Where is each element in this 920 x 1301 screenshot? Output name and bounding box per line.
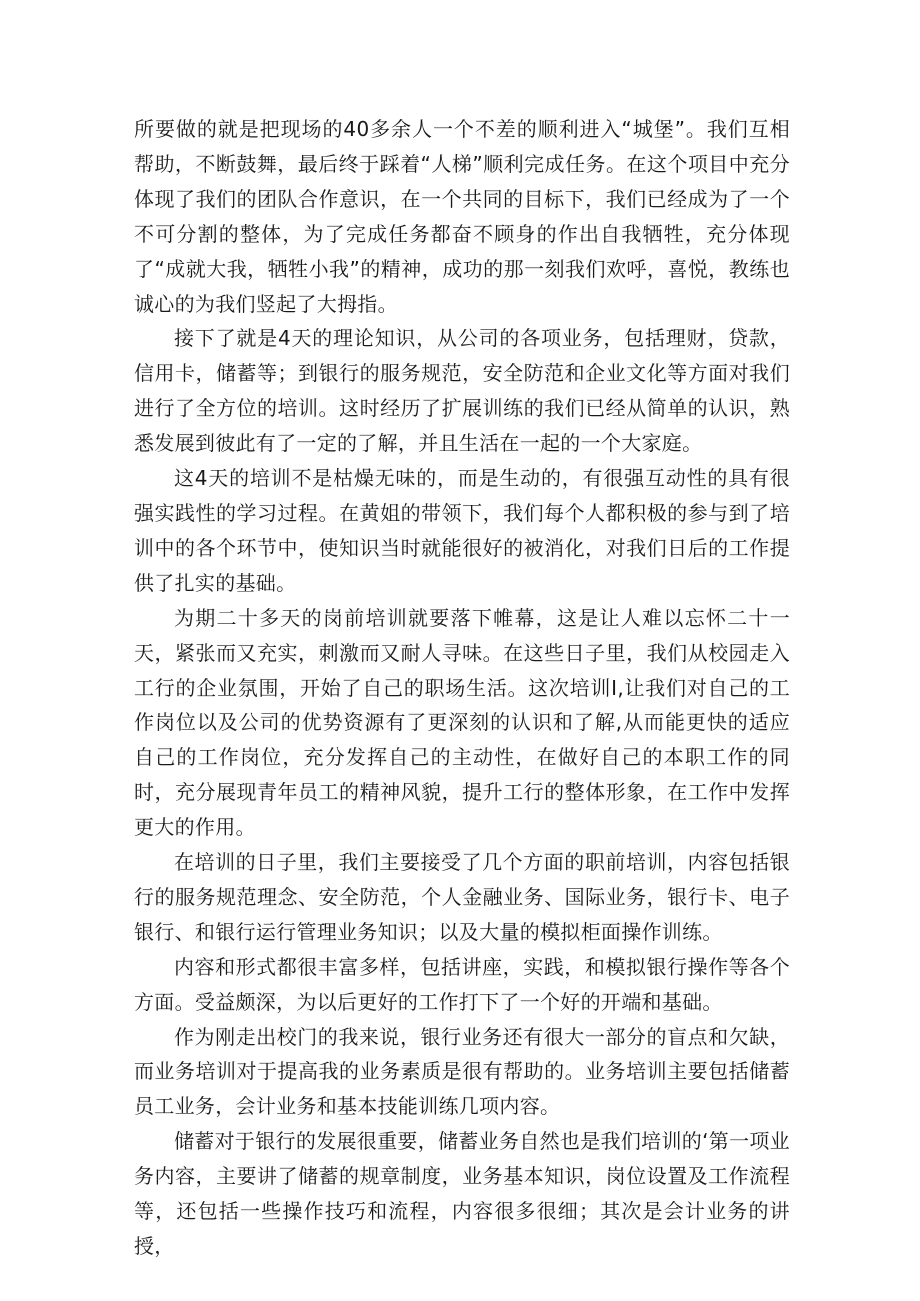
paragraph-5: 在培训的日子里，我们主要接受了几个方面的职前培训，内容包括银行的服务规范理念、安全防范，个人金融业务、国际业务，银行卡、电子银行、和银行运行管理业务知识；以及大量的模拟柜面操作训练。: [134, 850, 790, 944]
document-body: [134, 112, 790, 1264]
paragraph-1: 所要做的就是把现场的40多余人一个不差的顺利进入“城堡”。我们互相帮助，不断鼓舞，最后终于踩着“人梯”顺利完成任务。在这个项目中充分体现了我们的团队合作意识，在一个共同的目标下，我们已经成为了一个不可分割的整体，为了完成任务都奋不顾身的作出自我牺牲，充分体现了“成就大我，牺牲小我”的精神，成功的那一刻我们欢呼，喜悦，教练也诚心的为我们竖起了大拇指。: [134, 117, 790, 316]
paragraph-2: 接下了就是4天的理论知识，从公司的各项业务，包括理财，贷款，信用卡，储蓄等；到银行的服务规范，安全防范和企业文化等方面对我们进行了全方位的培训。这时经历了扩展训练的我们已经从简单的认识，熟悉发展到彼此有了一定的了解，并且生活在一起的一个大家庭。: [134, 326, 790, 456]
paragraph-8: 储蓄对于银行的发展很重要，储蓄业务自然也是我们培训的‘第一项业务内容，主要讲了储蓄的规章制度，业务基本知识，岗位设置及工作流程等，还包括一些操作技巧和流程，内容很多很细；其次是会计业务的讲授，: [134, 1129, 790, 1258]
paragraph-7: 作为刚走出校门的我来说，银行业务还有很大一部分的盲点和欠缺，而业务培训对于提高我的业务素质是很有帮助的。业务培训主要包括储蓄员工业务，会计业务和基本技能训练几项内容。: [134, 1024, 790, 1119]
paragraph-6: 内容和形式都很丰富多样，包括讲座，实践，和模拟银行操作等各个方面。受益颇深，为以后更好的工作打下了一个好的开端和基础。: [134, 954, 790, 1014]
paragraph-4: 为期二十多天的岗前培训就要落下帷幕，这是让人难以忘怀二十一天，紧张而又充实，刺激而又耐人寻味。在这些日子里，我们从校园走入工行的企业氛围，开始了自己的职场生活。这次培训I,让我们对自己的工作岗位以及公司的优势资源有了更深刻的认识和了解,从而能更快的适应自己的工作岗位，充分发挥自己的主动性，在做好自己的本职工作的同时，充分展现青年员工的精神风貌，提升工行的整体形象，在工作中发挥更大的作用。: [134, 605, 790, 840]
paragraph-3: 这4天的培训不是枯燥无味的，而是生动的，有很强互动性的具有很强实践性的学习过程。在黄姐的带领下，我们每个人都积极的参与到了培训中的各个环节中，使知识当时就能很好的被消化，对我们日后的工作提供了扎实的基础。: [134, 466, 790, 595]
